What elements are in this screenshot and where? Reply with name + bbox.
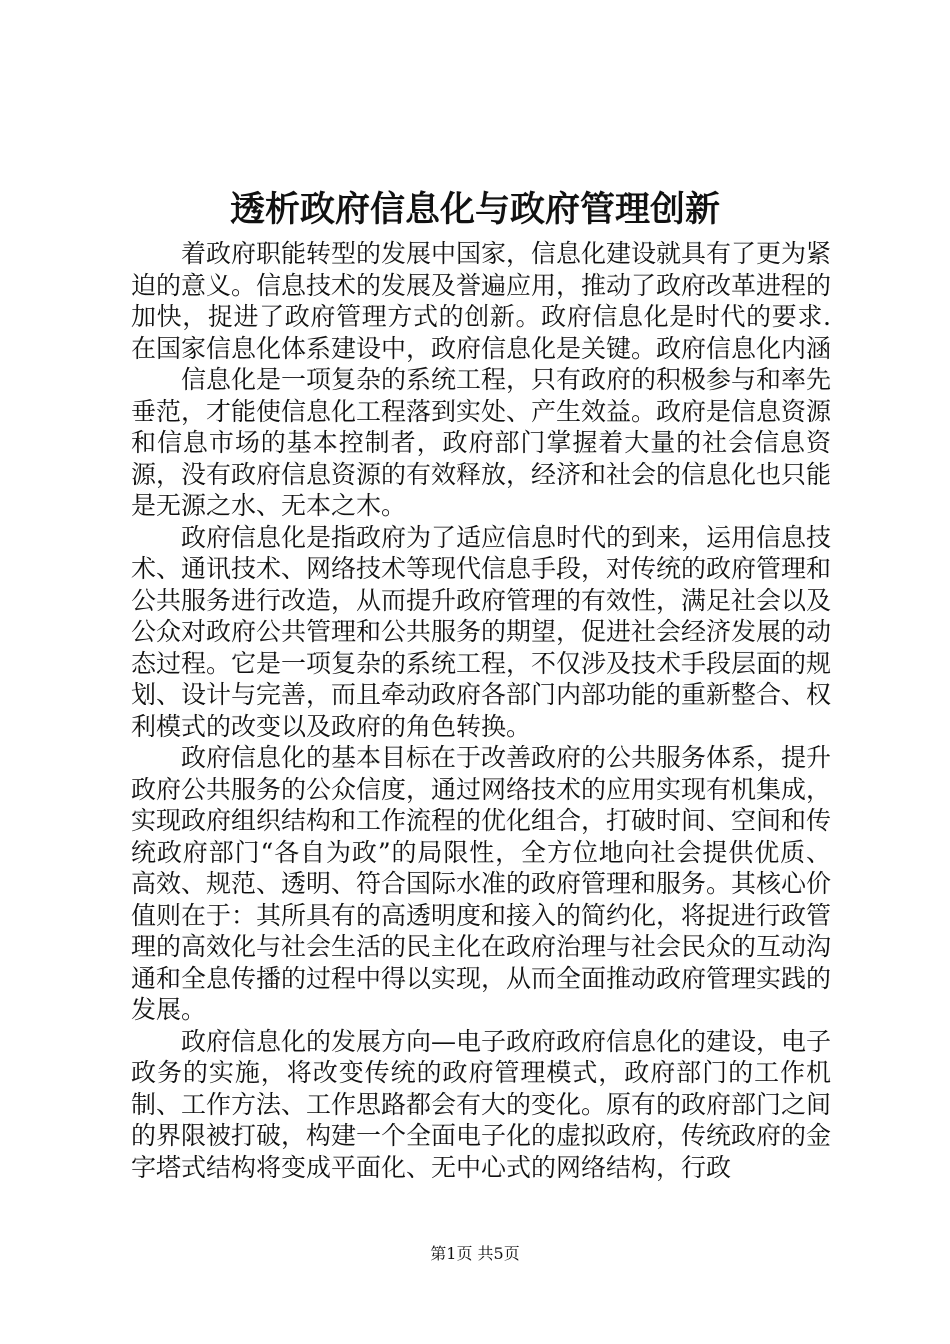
paragraph-2: 信息化是一项复杂的系统工程，只有政府的积极参与和率先垂范，才能使信息化工程落到实处、产生效益。政府是信息资源和信息市场的基本控制者，政府部门掌握着大量的社会信息资源，没有政府信息资源的有效释放，经济和社会的信息化也只能是无源之水、无本之木。 [131,365,832,520]
paragraph-1: 着政府职能转型的发展中国家，信息化建设就具有了更为紧迫的意义。信息技术的发展及誉遍应用，推动了政府改革进程的加快，捉进了政府管理方式的创新。政府信息化是时代的要求.在国家信息化体系建设中，政府信息化是关键。政府信息化内涵 [131,239,832,363]
document-body [131,238,831,1183]
document-title: 透析政府信息化与政府管理创新 [229,189,720,230]
paragraph-5: 政府信息化的发展方向—电子政府政府信息化的建设，电子政务的实施，将改变传统的政府管理模式，政府部门的工作机制、工作方法、工作思路都会有大的变化。原有的政府部门之间的界限被打破，构建一个全面电子化的虚拟政府，传统政府的金字塔式结构将变成平面化、无中心式的网络结构，行政 [131,1026,832,1182]
page-footer: 第1页 共5页 [430,1244,520,1263]
paragraph-4: 政府信息化的基本目标在于改善政府的公共服务体系，提升政府公共服务的公众信度，通过网络技术的应用实现有机集成，实现政府组织结构和工作流程的优化组合，打破时间、空间和传统政府部门“各自为政”的局限性，全方位地向社会提供优质、高效、规范、透明、符合国际水准的政府管理和服务。其核心价值则在于：其所具有的高透明度和接入的简约化，将捉进行政管理的高效化与社会生活的民主化在政府治理与社会民众的互动沟通和全息传播的过程中得以实现，从而全面推动政府管理实践的发展。 [131,743,832,1024]
paragraph-3: 政府信息化是指政府为了适应信息时代的到来，运用信息技术、通讯技术、网络技术等现代信息手段，对传统的政府管理和公共服务进行改造，从而提升政府管理的有效性，满足社会以及公众对政府公共管理和公共服务的期望，促进社会经济发展的动态过程。它是一项复杂的系统工程，不仅涉及技术手段层面的规划、设计与完善，而且牵动政府各部门内部功能的重新整合、权利模式的改变以及政府的角色转换。 [131,522,832,741]
